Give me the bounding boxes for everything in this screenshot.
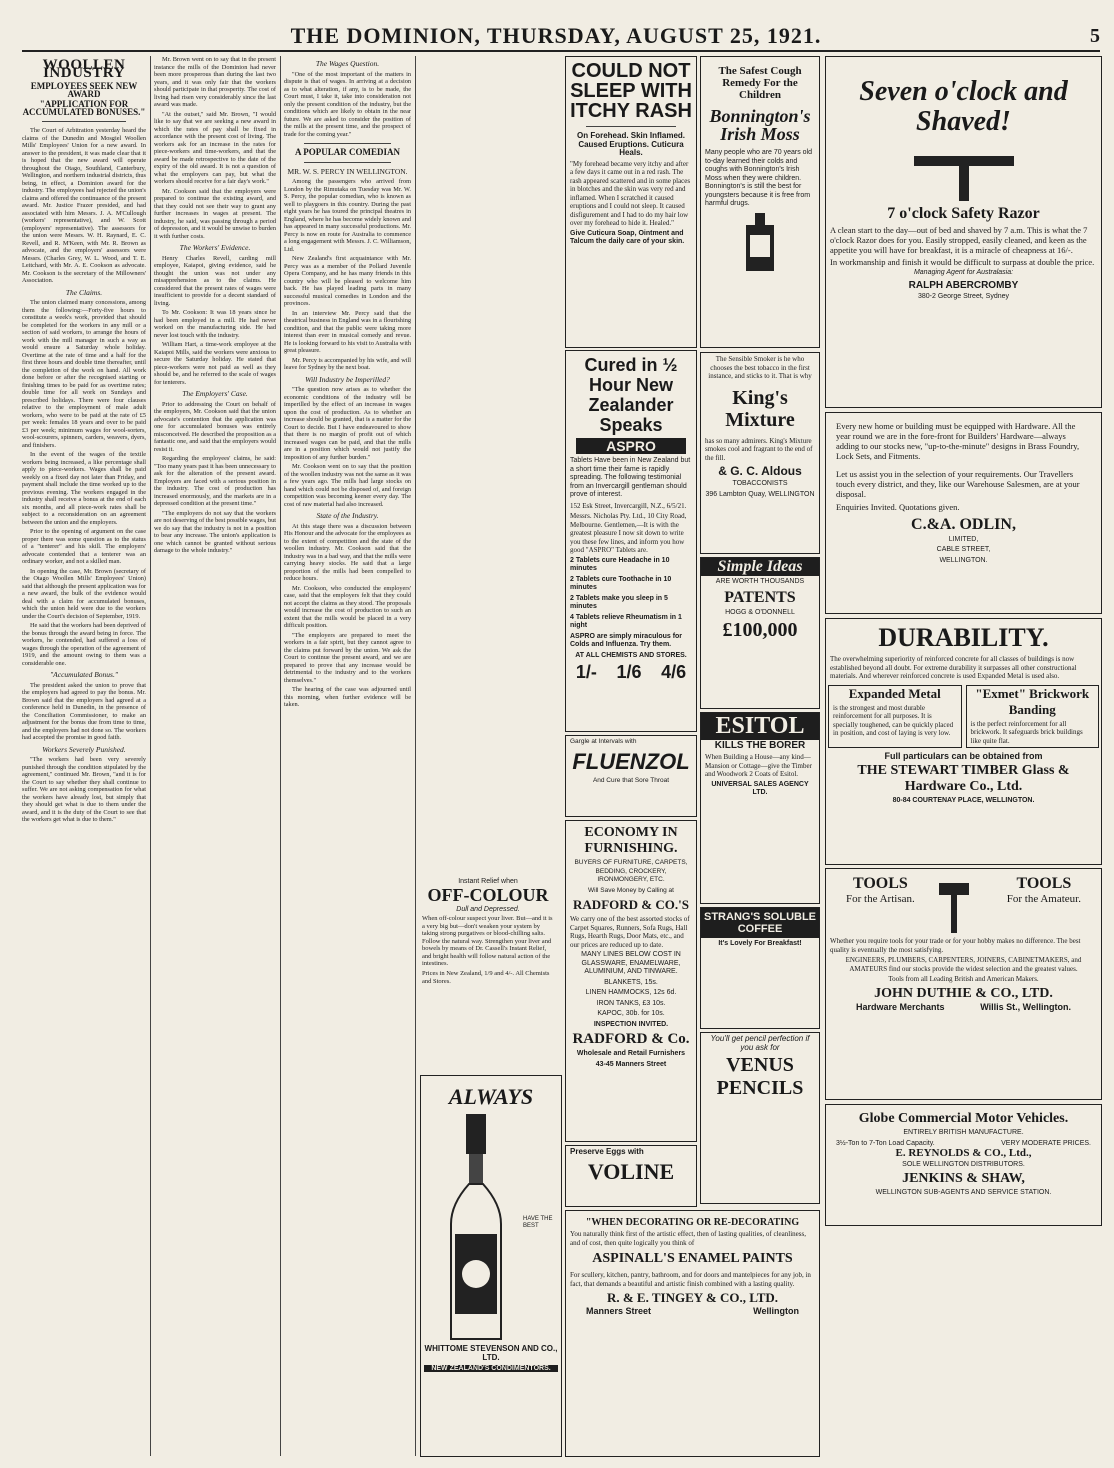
comedian-headline: A POPULAR COMEDIAN bbox=[295, 147, 400, 157]
kings-lead: The Sensible Smoker is he who chooses the best tobacco in the first instance, and sticks to it. That is why bbox=[708, 355, 812, 380]
article-subhead-2: "APPLICATION FOR ACCUMULATED BONUSES." bbox=[22, 99, 146, 117]
aspinall-lead: "WHEN DECORATING OR RE-DECORATING bbox=[585, 1217, 800, 1228]
aspinall-addr-row bbox=[566, 1306, 819, 1316]
razor-agent: RALPH ABERCROMBY bbox=[908, 279, 1019, 291]
paragraph: Among the passengers who arrived from London by the Rimutaka on Tuesday was Mr. W. S. Percy, the popular comedian, who is known as well to playgoers in this country. During the past eight years he has toured the principal theatres in England, where he has become widely known and has appeared in many successful productions. Mr. Percy is now en route for Australia to commence a long engagement with Messrs. J. C. Williamson, Ltd. bbox=[284, 178, 411, 253]
durability-ad bbox=[825, 618, 1102, 865]
globe-dist: SOLE WELLINGTON DISTRIBUTORS. bbox=[902, 1160, 1025, 1168]
section-heading: State of the Industry. bbox=[316, 511, 379, 520]
paragraph: The president asked the union to prove that the employers had agreed to pay the bonus. Mr. Brown said that the employers had agreed at a conference held in Dunedin, in the presence of the Conciliation Commissioner, to make an adjustment for the bonus due from time to time, and the employers had not done so. The workers had accepted the promise in good faith. bbox=[22, 681, 146, 741]
cuticura-headline: COULD NOT SLEEP WITH ITCHY RASH bbox=[570, 60, 692, 122]
voline-ad bbox=[565, 1145, 697, 1207]
odlin-brand: C.&A. ODLIN, bbox=[911, 515, 1016, 533]
masthead bbox=[22, 22, 1100, 50]
fluenzol-top: Gargle at Intervals with bbox=[570, 738, 637, 745]
whittome-banner: ALWAYS bbox=[448, 1084, 534, 1109]
exmet-title: "Exmet" Brickwork Banding bbox=[975, 685, 1090, 717]
razor-body: A clean start to the day—out of bed and shaved by 7 a.m. This is what the 7 o'clock Razor does for you. Easily stropped, easily cleaned, and keen as the appetite you will have for breakfast, it is a miracle of cheapness at 16/-. bbox=[830, 225, 1088, 255]
razor-agent-addr: 380-2 George Street, Sydney bbox=[917, 292, 1010, 300]
voline-brand: VOLINE bbox=[587, 1158, 675, 1184]
odlin-enquiries: Enquiries Invited. Quotations given. bbox=[836, 502, 960, 512]
article-column-3 bbox=[284, 56, 411, 1456]
hammer-icon bbox=[931, 875, 991, 935]
radford-call: Will Save Money by Calling at bbox=[588, 886, 674, 894]
bonnington-ad bbox=[700, 56, 820, 348]
paragraph: In an interview Mr. Percy said that the theatrical business in England was in a flourishing condition, and that the public were taking more interest than ever in musical comedy and revue. He is looking forward to his visit to Australia with great pleasure. bbox=[284, 309, 411, 354]
aspro-dose: 2 Tablets cure Headache in 10 minutes bbox=[570, 556, 670, 572]
offcolour-body: When off-colour suspect your liver. But—and it is a very big but—don't weaken your system by taking strong purgatives or blood-chilling salts. Follow the natural way. Strengthen your liver and bowels by means of Dr. Cassell's Instant Relief, and bright health will follow natural action of the intestines. bbox=[422, 915, 553, 967]
odlin-ad bbox=[825, 412, 1102, 614]
section-heading: The Workers' Evidence. bbox=[179, 243, 251, 252]
simple-ideas-patents: PATENTS bbox=[724, 588, 796, 606]
esitol-footer: UNIVERSAL SALES AGENCY LTD. bbox=[711, 780, 809, 796]
offcolour-price: Prices in New Zealand, 1/9 and 4/-. All Chemists and Stores. bbox=[422, 969, 550, 985]
exmet-body: is the perfect reinforcement for all brickwork. It safeguards brick buildings like quite flat. bbox=[970, 719, 1083, 745]
durability-company: THE STEWART TIMBER Glass & Hardware Co., Ltd. bbox=[857, 762, 1070, 794]
tools-right-title: TOOLS bbox=[1016, 875, 1072, 892]
paragraph: Mr. Cookson, who conducted the employers' case, said that the employers felt that they could not accept the claims as they stood. The proposals would increase the cost of production to such an extent that the mills would be placed in a very difficult position. bbox=[284, 584, 411, 629]
whittome-footer: NEW ZEALAND'S CONDIMENTORS. bbox=[424, 1365, 558, 1372]
tools-left-title: TOOLS bbox=[852, 875, 908, 892]
paragraph: William Hart, a time-work employee at the Kaiapoi Mills, said the workers were anxious to secure the Saturday holiday. He stated that piece-workers were not paid as well as they should be, and he referred to the scale of wages for tenterers. bbox=[154, 341, 276, 386]
paragraph: In opening the case, Mr. Brown (secretary of the Otago Woollen Mills' Employees' Union) said that although the present application was for a new award, the bulk of the evidence would deal with a claim for accumulated bonuses, which the union held were due to the workers under the Court's decision of September, 1919. bbox=[22, 567, 146, 620]
offcolour-subhead: Dull and Depressed. bbox=[456, 906, 520, 913]
cuticura-sub: On Forehead. Skin Inflamed. Caused Eruptions. Cuticura Heals. bbox=[576, 131, 686, 157]
aspro-letter: Messrs. Nicholas Pty. Ltd., 10 City Road, Melbourne. Gentlemen,—It is with the greatest pleasure I now sit down to write you these few lines, and inform you how good "ASPRO" Tablets are. bbox=[570, 512, 687, 554]
razor-icon bbox=[904, 141, 1024, 201]
simple-ideas-prize: £100,000 bbox=[722, 619, 798, 641]
section-heading: The Employers' Case. bbox=[182, 389, 248, 398]
paragraph: "At the outset," said Mr. Brown, "I would like to say that we are seeking a new award in which the rates of pay shall be fixed in accordance with the present cost of living. The workers ask for an increase in the rates for piece-workers and time-workers, and that the award be made retrospective to the date of the expiry of the old award. It is not a question of what the employers can pay, but what the workers should receive for a fair day's work." bbox=[154, 110, 276, 185]
tools-right-sub: For the Amateur. bbox=[1006, 893, 1081, 905]
tools-sub: Hardware Merchants bbox=[856, 1001, 945, 1012]
paragraph: The hearing of the case was adjourned until this morning, when further evidence will be taken. bbox=[284, 686, 411, 708]
paragraph: In the event of the wages of the textile workers being increased, a like percentage shall apply to piece-workers. Wages shall be paid weekly on a fixed day not later than Friday, and payment shall include the time worked up to the previous evening. The workers engaged in the industry shall receive a bonus at the end of each six months, and all piece-work rates shall be subject to a reconsideration on an agreement between the union and the employers. bbox=[22, 451, 146, 526]
masthead-title: THE DOMINION, THURSDAY, AUGUST 25, 1921. bbox=[290, 23, 822, 48]
esitol-brand: ESITOL bbox=[701, 713, 819, 740]
durability-footer: Full particulars can be obtained from bbox=[884, 751, 1043, 761]
divider bbox=[304, 143, 391, 144]
aspinall-ad bbox=[565, 1210, 820, 1457]
radford-lines: MANY LINES BELOW COST IN GLASSWARE, ENAMELWARE, ALUMINIUM, AND TINWARE. bbox=[581, 951, 681, 975]
divider bbox=[42, 121, 126, 122]
tools-right bbox=[1007, 875, 1081, 935]
odlin-city: WELLINGTON. bbox=[939, 556, 988, 564]
radford-addr: 43-45 Manners Street bbox=[595, 1060, 667, 1068]
paragraph: To Mr. Cookson: It was 18 years since he had been employed in a mill. He had never worked on the manufacturing side. He had never lost touch with the industry. bbox=[154, 309, 276, 339]
paragraph: "The employers are prepared to meet the workers in a fair spirit, but they cannot agree to the claims put forward by the union. We ask the Court to continue the present award, and we are prepared to prove that any increase would be detrimental to the industry and to the workers themselves." bbox=[284, 631, 411, 684]
paragraph: Prior to the opening of argument on the case proper there was some question as to the status of a "tenterer" and his skill. The employers' advocate contended that a tenterer was an ordinary worker, and not a skilled man. bbox=[22, 528, 146, 565]
odlin-body: Every new home or building must be equipped with Hardware. All the year round we are in the fore-front for Builders' Hardware—always adding to our stocks new, "up-to-the-minute" designs in Brass Foundry, Lock Sets, and Fitments. bbox=[836, 421, 1080, 461]
odlin-sub: LIMITED, bbox=[948, 535, 979, 543]
paragraph: Mr. Percy is accompanied by his wife, and will leave for Sydney by the next boat. bbox=[284, 356, 411, 371]
tools-addr: Willis St., Wellington. bbox=[980, 1001, 1071, 1012]
paragraph: At this stage there was a discussion between His Honour and the advocate for the employees as to the extent of competition and the state of the woollen industry. Mr. Cookson said that the industry was in a bad way, and that the mills were carrying heavy stocks. He said that a large proportion of the mills had been compelled to reduce hours. bbox=[284, 522, 411, 582]
radford-body: We carry one of the best assorted stocks of Carpet Squares, Runners, Sofa Rugs, Hall Rugs, Hearth Rugs, Door Mats, etc., and our prices are reduced up to date. bbox=[570, 915, 690, 949]
tools-header bbox=[826, 869, 1101, 935]
bonnington-body: Many people who are 70 years old to-day learned their colds and coughs with Bonnington's Irish Moss when they were children. Bonnington's is still the best for youngsters because it is free from harmful drugs. bbox=[705, 149, 813, 207]
radford-item: KAPOC, 30b. for 10s. bbox=[597, 1010, 665, 1017]
simple-ideas-ad bbox=[700, 557, 820, 709]
durability-columns bbox=[826, 683, 1101, 751]
aspro-stockists: AT ALL CHEMISTS AND STORES. bbox=[575, 651, 687, 659]
razor-agent-label: Managing Agent for Australasia: bbox=[913, 269, 1014, 276]
section-heading: The Claims. bbox=[65, 287, 103, 297]
strangs-brand: STRANG'S SOLUBLE COFFEE bbox=[701, 908, 819, 938]
radford-invite: INSPECTION INVITED. bbox=[593, 1020, 669, 1028]
simple-ideas-sub: ARE WORTH THOUSANDS bbox=[715, 578, 805, 585]
razor-body2: In workmanship and finish it would be difficult to surpass at double the price. bbox=[830, 257, 1095, 267]
expanded-metal-title: Expanded Metal bbox=[848, 685, 941, 701]
bottle-icon bbox=[740, 213, 780, 273]
fluenzol-brand: FLUENZOL bbox=[572, 748, 690, 774]
paragraph: "The workers had been very severely punished through the condition stipulated by the agreement," continued Mr. Brown, "and it is for the Court to say whether they shall continue to suffer. We are not asking compensation for what the workers have already lost, but simply that they should get what is due to them under the award, and it is the duty of the Court to see that the workers get what is due to them." bbox=[22, 756, 146, 823]
exmet-box bbox=[966, 685, 1100, 749]
kings-body: has so many admirers. King's Mixture smokes cool and fragrant to the end of the fill. bbox=[705, 436, 813, 462]
column-divider bbox=[150, 56, 151, 1456]
kings-seller-sub: TOBACCONISTS bbox=[732, 480, 788, 487]
masthead-rule bbox=[22, 50, 1100, 52]
kings-seller-addr: 396 Lambton Quay, WELLINGTON bbox=[705, 490, 815, 498]
paragraph: The Court of Arbitration yesterday heard the claims of the Dunedin and Mosgiel Woollen Mills' Employees' Union for a new award. In answer to the president, it was made clear that it is hoped that the new award will operate throughout the Otago, Southland, Canterbury, Wellington, and northern industrial districts, thus being, in effect, a Dominion award for the industry. The employees had rejected the union's claims and offered the continuance of the present award. Mr. Justice Frazer presided, and had associated with him Messrs. J. A. M'Cullough (workers' representative), and W. Scott (employers' representative). The assessors for the union were Messrs. W. H. Raynard, E. C. Revell, and R. M'Keen, with Mr. R. Brown as advocate, and the employers' assessors were Messrs. (Charles Grey, W. L. Wood, and T. E. Leitchard, with Mr. A. E. Cookson as advocate. Mr. Cookson is the secretary of the Millowners' Association. bbox=[22, 127, 146, 284]
tools-footer bbox=[826, 1002, 1101, 1012]
tools-makers: Tools from all Leading British and American Makers. bbox=[888, 975, 1039, 983]
section-heading: The Wages Question. bbox=[315, 59, 380, 68]
section-heading: Will Industry be Imperilled? bbox=[305, 374, 390, 384]
tools-body: Whether you require tools for your trade or for your hobby makes no difference. The best quality is eventually the most satisfying. bbox=[830, 937, 1081, 954]
aspro-price: 1/- bbox=[575, 662, 597, 682]
tools-ad bbox=[825, 868, 1102, 1100]
expanded-metal-box bbox=[828, 685, 962, 749]
venus-lead: You'll get pencil perfection if you ask for bbox=[710, 1034, 810, 1052]
razor-brand2: 7 o'clock Safety Razor bbox=[887, 205, 1040, 222]
expanded-metal-body: is the strongest and most durable reinforcement for all purposes. It is specially toughened, can be quickly placed in position, and cost of laying is very low. bbox=[833, 703, 954, 737]
page-number: 5 bbox=[1090, 24, 1100, 47]
paragraph: Mr. Brown went on to say that in the present instance the mills of the Dominion had never been more prosperous than during the last two years, and it was only fair that the workers should participate in that prosperity. The cost of living had risen very considerably since the last award was made. bbox=[154, 56, 276, 108]
esitol-ad bbox=[700, 712, 820, 904]
strangs-ad bbox=[700, 907, 820, 1029]
paragraph: Mr. Cookson went on to say that the position of the woollen industry was not the same as it was a few years ago. The mills had large stocks on hand which could not be disposed of, and foreign competition was becoming keener every day. The cost of raw material had also increased. bbox=[284, 463, 411, 508]
paragraph: Mr. Cookson said that the employers were prepared to continue the existing award, and that they could not see their way to grant any further increases in wages at present. The industry, he said, was passing through a period of depression, and it would be unwise to burden it with further costs. bbox=[154, 187, 276, 240]
radford-item: LINEN HAMMOCKS, 12s 6d. bbox=[585, 989, 677, 996]
bottle-icon bbox=[431, 1114, 521, 1344]
aspro-address: 152 Esk Street, Invercargill, N.Z., 6/5/21. bbox=[570, 501, 687, 510]
venus-ad bbox=[700, 1032, 820, 1204]
globe-ad bbox=[825, 1104, 1102, 1226]
paragraph: Regarding the employees' claims, he said: "Too many years past it has been unnecessary to ask for the alteration of the present award. Employers are faced with a serious position in the industry. The cost of production has increased enormously, and the markets are in a depressed condition at the present time." bbox=[154, 455, 276, 507]
razor-brand1: Seven o'clock and Shaved! bbox=[859, 76, 1068, 137]
aspro-dose: ASPRO are simply miraculous for Colds and Influenza. Try them. bbox=[570, 632, 683, 648]
fluenzol-ad bbox=[565, 735, 697, 817]
durability-headline: DURABILITY. bbox=[878, 623, 1049, 652]
voline-lead: Preserve Eggs with bbox=[570, 1147, 644, 1156]
paragraph: "One of the most important of the matters in dispute is that of wages. In arriving at a decision as to what alteration, if any, is to be made, the Court must, I take it, take into consideration not only the present condition of the industry, but the conditions which are likely to obtain in the near future. We are asked to consider the position of the mills at the present time, and the prospect of trade for the coming year." bbox=[284, 70, 411, 138]
radford-brand-sub: Wholesale and Retail Furnishers bbox=[576, 1050, 686, 1057]
tools-left-sub: For the Artisan. bbox=[846, 893, 915, 905]
tools-firm: JOHN DUTHIE & CO., LTD. bbox=[874, 985, 1053, 1001]
offcolour-headline: OFF-COLOUR bbox=[427, 885, 549, 905]
cuticura-footer: Give Cuticura Soap, Ointment and Talcum the daily care of your skin. bbox=[570, 229, 685, 245]
kings-brand: King's Mixture bbox=[725, 386, 795, 431]
globe-headline: Globe Commercial Motor Vehicles. bbox=[858, 1111, 1069, 1126]
strangs-tag: It's Lovely For Breakfast! bbox=[718, 940, 802, 947]
offcolour-ad bbox=[418, 876, 558, 1066]
radford-item: BLANKETS, 15s. bbox=[604, 978, 658, 986]
radford-headline: ECONOMY IN FURNISHING. bbox=[584, 825, 678, 856]
radford-firm: RADFORD & CO.'S bbox=[573, 897, 689, 912]
article-subhead: EMPLOYEES SEEK NEW AWARD bbox=[30, 81, 138, 99]
article-column-1 bbox=[22, 56, 146, 1456]
cuticura-ad bbox=[565, 56, 697, 348]
aspro-price: 4/6 bbox=[661, 662, 687, 682]
paragraph: "The question now arises as to whether the economic conditions of the industry will be imperilled by the effect of an increase in wages upon the cost of production. As to whether an increase should be granted, that is a matter for the Court to decide. But I have endeavoured to show that there is no margin of profit out of which increased wages can be paid, and that the mills are in a position which would not justify the imposition of any further burden." bbox=[284, 386, 411, 461]
simple-ideas-firm: HOGG & O'DONNELL bbox=[725, 608, 795, 616]
globe-sub2: WELLINGTON SUB-AGENTS AND SERVICE STATION. bbox=[875, 1189, 1052, 1196]
simple-ideas-headline: Simple Ideas bbox=[701, 558, 819, 576]
tools-left bbox=[846, 875, 915, 935]
section-heading: "Accumulated Bonus." bbox=[50, 670, 118, 679]
paragraph: "The employers do not say that the workers are not deserving of the best possible wages, but we do say that the industry is not in a position to bear any increase. The union's application is one which cannot be granted without serious damage to the whole industry." bbox=[154, 509, 276, 554]
whittome-side: HAVE THE BEST bbox=[523, 1216, 553, 1229]
column-divider bbox=[415, 56, 416, 1456]
section-heading: Workers Severely Punished. bbox=[42, 744, 126, 754]
globe-price: VERY MODERATE PRICES. bbox=[1001, 1139, 1091, 1147]
globe-sub: ENTIRELY BRITISH MANUFACTURE. bbox=[903, 1129, 1024, 1136]
odlin-body2: Let us assist you in the selection of your requirements. Our Travellers touch every district, and they, like our Warehouse Salesmen, are at your disposal. bbox=[836, 469, 1080, 499]
radford-sub: BUYERS OF FURNITURE, CARPETS, BEDDING, CROCKERY, IRONMONGERY, ETC. bbox=[574, 859, 688, 883]
bonnington-brand: Bonnington's Irish Moss bbox=[709, 106, 811, 144]
aspro-dose: 4 Tablets relieve Rheumatism in 1 night bbox=[570, 613, 682, 629]
aspinall-brand: ASPINALL'S ENAMEL PAINTS bbox=[592, 1251, 793, 1266]
aspro-prices bbox=[566, 662, 696, 683]
bonnington-line1: The Safest Cough Remedy For the Children bbox=[718, 65, 802, 101]
aspro-dose: 2 Tablets make you sleep in 5 minutes bbox=[570, 594, 668, 610]
aspro-ad bbox=[565, 350, 697, 732]
whittome-brand: WHITTOME STEVENSON AND CO., LTD. bbox=[424, 1344, 558, 1362]
column-divider bbox=[280, 56, 281, 1456]
comedian-subhead: MR. W. S. PERCY IN WELLINGTON. bbox=[287, 166, 408, 176]
paragraph: New Zealand's first acquaintance with Mr. Percy was as a member of the Pollard Juvenile Opera Company, and he has many friends in this country who will be pleased to welcome him back. He has played leading parts in many successful musical comedies in London and the provinces. bbox=[284, 255, 411, 307]
offcolour-kicker: Instant Relief when bbox=[458, 878, 518, 885]
razor-ad bbox=[825, 56, 1102, 408]
durability-body: The overwhelming superiority of reinforced concrete for all classes of buildings is now established beyond all doubt. For extreme durability it surpasses all other constructional materials. And wherever reinforced concrete is used Expanded Metal is used also. bbox=[830, 655, 1077, 680]
divider bbox=[304, 162, 391, 163]
aspinall-body: You naturally think first of the artistic effect, then of lasting qualities, of cleanliness, and of cost, then quite logically you think of bbox=[570, 1230, 806, 1247]
paragraph: Prior to addressing the Court on behalf of the employers, Mr. Cookson said that the union advocate's contention that the application was one for accumulated bonuses was entirely misconceived. He described the proposition as a fantastic one, and said that the employers would resist it. bbox=[154, 400, 276, 453]
aspro-brand: ASPRO bbox=[576, 438, 686, 454]
kings-seller: & G. C. Aldous bbox=[718, 464, 802, 478]
aspinall-body2: For scullery, kitchen, pantry, bathroom, and for doors and mantelpieces for any job, in fact, that demands a beautiful and artistic finish combined with a lasting quality. bbox=[570, 1271, 811, 1288]
globe-row bbox=[826, 1140, 1101, 1147]
divider bbox=[586, 126, 676, 127]
article-headline: WOOLLEN INDUSTRY bbox=[42, 57, 126, 81]
aspinall-firm: R. & E. TINGEY & CO., LTD. bbox=[606, 1290, 779, 1305]
esitol-tag: KILLS THE BORER bbox=[714, 740, 806, 751]
globe-cap: 3½-Ton to 7-Ton Load Capacity. bbox=[836, 1139, 935, 1147]
fluenzol-tag: And Cure that Sore Throat bbox=[592, 776, 670, 784]
kings-mixture-ad bbox=[700, 352, 820, 554]
cuticura-body: "My forehead became very itchy and after a few days it came out in a red rash. The rash appeared scattered and in some places in blotches and the skin was very red and inflamed. When I scratched it caused eruptions and I could not sleep. It caused disfigurement and I had to do my hair low over my forehead to hide it. Healed." bbox=[570, 159, 691, 227]
aspro-price: 1/6 bbox=[616, 662, 642, 682]
aspinall-addr: Manners Street bbox=[586, 1306, 652, 1316]
radford-brand: RADFORD & Co. bbox=[572, 1031, 690, 1047]
article-column-2 bbox=[154, 56, 276, 1456]
venus-brand: VENUS PENCILS bbox=[716, 1054, 804, 1099]
odlin-addr: CABLE STREET, bbox=[936, 546, 991, 553]
whittome-ad bbox=[420, 1075, 562, 1457]
radford-item: IRON TANKS, £3 10s. bbox=[596, 999, 666, 1007]
aspro-headline: Cured in ½ Hour New Zealander Speaks bbox=[584, 355, 678, 435]
paragraph: Henry Charles Revell, carding mill employee, Kaiapoi, giving evidence, said he thought the union was not under any misapprehension as to the claims. He considered that the present rates of wages were insufficient to provide for a decent standard of living. bbox=[154, 254, 276, 307]
esitol-body: When Building a House—any kind—Mansion or Cottage—give the Timber and Woodwork 2 Coats of Esitol. bbox=[705, 753, 812, 778]
radford-ad bbox=[565, 820, 697, 1142]
aspinall-city: Wellington bbox=[753, 1306, 799, 1316]
durability-addr: 80-84 COURTENAY PLACE, WELLINGTON. bbox=[892, 796, 1035, 804]
aspro-dose: 2 Tablets cure Toothache in 10 minutes bbox=[570, 575, 672, 591]
tools-trades: ENGINEERS, PLUMBERS, CARPENTERS, JOINERS, CABINETMAKERS, and AMATEURS find our stocks provide the widest selection and the greatest values. bbox=[845, 956, 1082, 973]
paragraph: He said that the workers had been deprived of the bonus through the award being in force. The workers, he contended, had suffered a loss of wages through the operation of the agreement of 1919, and the amount owing to them was a considerable one. bbox=[22, 622, 146, 667]
paragraph: The union claimed many concessions, among them the following:—Forty-five hours to constitute a week's work, provided that should be completed for the workers in any mill or a section of said workers, to arrange the hours of work with the mill manager in such a way as would ensure a Saturday whole holiday. Overtime at the rate of time and a half for the first three hours and double time thereafter, until the completion of the work on hand. All work done before or after the recognised starting or finishing times to be paid for as overtime rates; double time for all work on Sundays and prescribed holidays. There were four clauses relative to the employment of male adult workers, who were to be paid at the rate of £5 per week: females 18 years and over to be paid £3 per week; minimum wages for wool-sorters, wool-scourers, spinners, carders, weavers, dyers, and finishers. bbox=[22, 299, 146, 449]
globe-firm2: JENKINS & SHAW, bbox=[902, 1171, 1025, 1186]
aspro-body: Tablets Have been in New Zealand but a short time their fame is rapidly spreading. The following testimonial from an Invercargill gentleman should prove of interest. bbox=[570, 457, 691, 498]
globe-firm1: E. REYNOLDS & CO., Ltd., bbox=[895, 1146, 1032, 1159]
